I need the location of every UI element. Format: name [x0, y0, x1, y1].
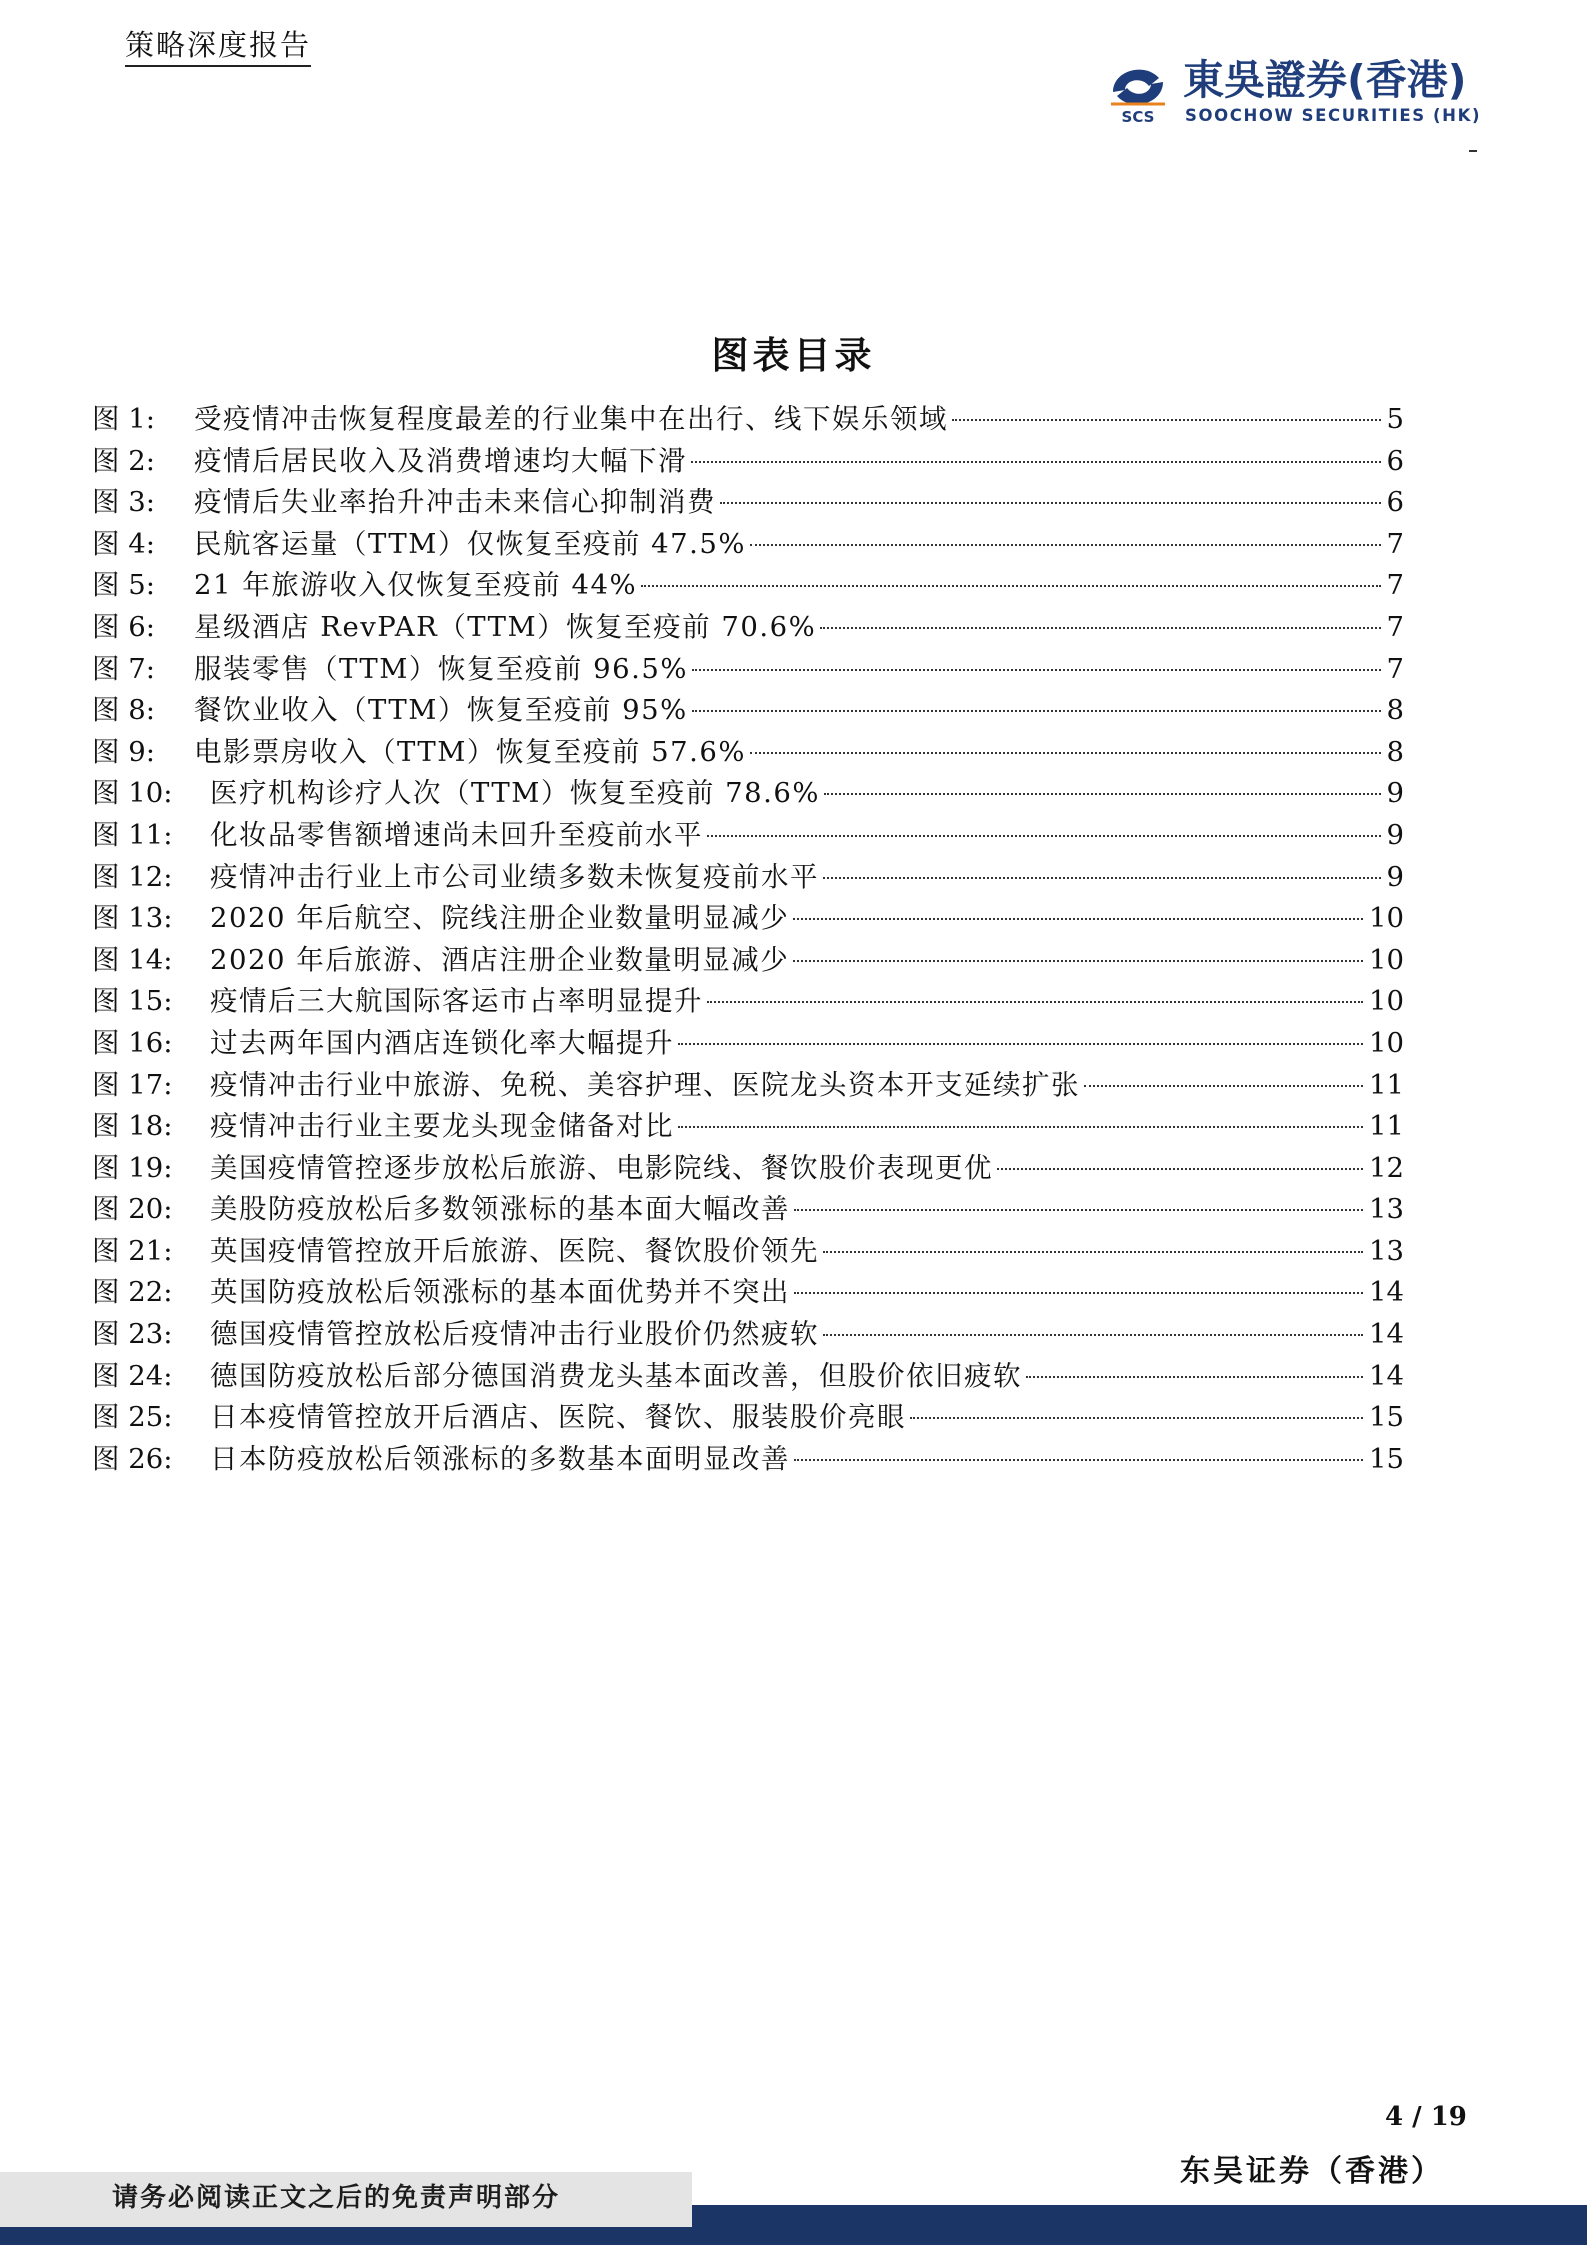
toc-entry-label: 图 20: — [92, 1193, 173, 1226]
toc-entry-label: 图 3: — [92, 486, 156, 519]
toc-entry[interactable] — [92, 1231, 1404, 1273]
toc-entry-title: 电影票房收入（TTM）恢复至疫前 57.6% — [194, 735, 746, 768]
scs-logo-icon — [1105, 58, 1171, 126]
toc-dot-leader — [824, 793, 1381, 795]
toc-dot-leader — [1026, 1376, 1363, 1378]
toc-entry-title: 服装零售（TTM）恢复至疫前 96.5% — [194, 652, 688, 685]
toc-entry-label: 图 16: — [92, 1026, 173, 1059]
toc-entry-title: 疫情后失业率抬升冲击未来信心抑制消费 — [194, 486, 716, 519]
toc-entry-label: 图 19: — [92, 1151, 173, 1184]
page-number: 4 / 19 — [1385, 2102, 1467, 2132]
toc-dot-leader — [692, 710, 1381, 712]
logo-mark-text: SCS — [1121, 108, 1155, 126]
toc-entry-page: 15 — [1369, 1401, 1404, 1434]
toc-entry[interactable] — [92, 1314, 1404, 1356]
toc-entry-page: 14 — [1369, 1359, 1404, 1392]
toc-entry[interactable] — [92, 1439, 1404, 1481]
toc-dot-leader — [794, 1209, 1363, 1211]
toc-entry-title: 疫情冲击行业中旅游、免税、美容护理、医院龙头资本开支延续扩张 — [210, 1068, 1080, 1101]
toc-entry-label: 图 25: — [92, 1401, 173, 1434]
toc-entry-page: 6 — [1386, 444, 1404, 477]
toc-entry-page: 7 — [1386, 527, 1404, 560]
toc-entry-title: 英国防疫放松后领涨标的基本面优势并不突出 — [210, 1276, 790, 1309]
toc-entry-label: 图 4: — [92, 527, 156, 560]
toc-entry-title: 日本疫情管控放开后酒店、医院、餐饮、服装股价亮眼 — [210, 1401, 906, 1434]
toc-dot-leader — [750, 752, 1381, 754]
toc-entry-title: 21 年旅游收入仅恢复至疫前 44% — [194, 569, 638, 602]
toc-entry-title: 民航客运量（TTM）仅恢复至疫前 47.5% — [194, 527, 746, 560]
toc-entry-page: 14 — [1369, 1276, 1404, 1309]
toc-entry-title: 德国防疫放松后部分德国消费龙头基本面改善，但股价依旧疲软 — [210, 1359, 1022, 1392]
toc-dot-leader — [820, 627, 1380, 629]
toc-entry-title: 美国疫情管控逐步放松后旅游、电影院线、餐饮股价表现更优 — [210, 1151, 993, 1184]
toc-entry[interactable] — [92, 1272, 1404, 1314]
toc-entry[interactable] — [92, 815, 1404, 857]
toc-entry-label: 图 13: — [92, 902, 173, 935]
toc-entry-title: 医疗机构诊疗人次（TTM）恢复至疫前 78.6% — [210, 777, 820, 810]
toc-dot-leader — [793, 918, 1363, 920]
toc-entry-label: 图 15: — [92, 985, 173, 1018]
toc-entry[interactable] — [92, 1356, 1404, 1398]
toc-dot-leader — [720, 502, 1381, 504]
toc-entry-label: 图 5: — [92, 569, 156, 602]
toc-dot-leader — [692, 669, 1381, 671]
toc-entry-page: 7 — [1386, 610, 1404, 643]
toc-entry-page: 9 — [1386, 777, 1404, 810]
toc-dot-leader — [707, 835, 1381, 837]
toc-dot-leader — [823, 1251, 1363, 1253]
toc-entry-label: 图 10: — [92, 777, 173, 810]
toc-entry-label: 图 21: — [92, 1234, 173, 1267]
toc-entry-label: 图 23: — [92, 1318, 173, 1351]
footer-disclaimer: 请务必阅读正文之后的免责声明部分 — [112, 2183, 561, 2213]
toc-entry[interactable] — [92, 732, 1404, 774]
toc-dot-leader — [678, 1126, 1363, 1128]
toc-dot-leader — [707, 1001, 1363, 1003]
toc-entry-label: 图 2: — [92, 444, 156, 477]
toc-entry[interactable] — [92, 690, 1404, 732]
toc-entry-page: 15 — [1369, 1442, 1404, 1475]
toc-entry-title: 英国疫情管控放开后旅游、医院、餐饮股价领先 — [210, 1234, 819, 1267]
toc-entry-title: 疫情后三大航国际客运市占率明显提升 — [210, 985, 703, 1018]
toc-entry[interactable] — [92, 607, 1404, 649]
toc-entry-page: 12 — [1369, 1151, 1404, 1184]
toc-entry[interactable] — [92, 524, 1404, 566]
toc-dot-leader — [1084, 1085, 1363, 1087]
toc-entry-page: 9 — [1386, 818, 1404, 851]
toc-dot-leader — [794, 1459, 1363, 1461]
toc-dot-leader — [823, 877, 1381, 879]
toc-entry-page: 11 — [1369, 1110, 1404, 1143]
toc-entry-title: 疫情冲击行业主要龙头现金储备对比 — [210, 1110, 674, 1143]
toc-entry-title: 餐饮业收入（TTM）恢复至疫前 95% — [194, 694, 688, 727]
toc-entry-label: 图 12: — [92, 860, 173, 893]
toc-dot-leader — [952, 419, 1381, 421]
toc-entry-page: 10 — [1369, 1026, 1404, 1059]
toc-entry-page: 8 — [1386, 735, 1404, 768]
logo-name-en: SOOCHOW SECURITIES (HK) — [1185, 106, 1482, 125]
report-type-label: 策略深度报告 — [125, 28, 311, 67]
toc-dot-leader — [997, 1168, 1363, 1170]
toc-entry-title: 日本防疫放松后领涨标的多数基本面明显改善 — [210, 1442, 790, 1475]
toc-entry-title: 2020 年后旅游、酒店注册企业数量明显减少 — [210, 943, 790, 976]
toc-entry-page: 11 — [1369, 1068, 1404, 1101]
toc-entry-label: 图 7: — [92, 652, 156, 685]
toc-entry-title: 疫情后居民收入及消费增速均大幅下滑 — [194, 444, 687, 477]
toc-dot-leader — [678, 1043, 1363, 1045]
toc-dot-leader — [793, 960, 1363, 962]
toc-entry-title: 化妆品零售额增速尚未回升至疫前水平 — [210, 818, 703, 851]
toc-entry[interactable] — [92, 1397, 1404, 1439]
toc-entry-title: 星级酒店 RevPAR（TTM）恢复至疫前 70.6% — [194, 610, 817, 643]
toc-entry[interactable] — [92, 441, 1404, 483]
toc-entry-title: 疫情冲击行业上市公司业绩多数未恢复疫前水平 — [210, 860, 819, 893]
toc-dot-leader — [691, 461, 1381, 463]
toc-entry[interactable] — [92, 1106, 1404, 1148]
toc-entry-page: 13 — [1369, 1193, 1404, 1226]
toc-entry-label: 图 24: — [92, 1359, 173, 1392]
toc-entry[interactable] — [92, 649, 1404, 691]
toc-entry-label: 图 17: — [92, 1068, 173, 1101]
toc-dot-leader — [823, 1334, 1363, 1336]
toc-entry-label: 图 26: — [92, 1442, 173, 1475]
toc-entry-page: 13 — [1369, 1234, 1404, 1267]
toc-entry-label: 图 1: — [92, 403, 156, 435]
toc-entry-label: 图 9: — [92, 735, 156, 768]
toc-entry-page: 7 — [1386, 652, 1404, 685]
toc-entry-title: 受疫情冲击恢复程度最差的行业集中在出行、线下娱乐领域 — [194, 403, 948, 435]
toc-entry[interactable] — [92, 940, 1404, 982]
toc-entry[interactable] — [92, 482, 1404, 524]
toc-entry-label: 图 8: — [92, 694, 156, 727]
toc-entry-label: 图 14: — [92, 943, 173, 976]
toc-entry[interactable] — [92, 399, 1404, 441]
toc-entry-title: 2020 年后航空、院线注册企业数量明显减少 — [210, 902, 790, 935]
toc-entry-label: 图 11: — [92, 818, 173, 851]
toc-entry-page: 6 — [1386, 486, 1404, 519]
header-mark — [1469, 150, 1477, 152]
toc-entry[interactable] — [92, 1065, 1404, 1107]
logo-name-cn: 東吳證券(香港) — [1183, 56, 1467, 104]
toc-title: 图表目录 — [711, 333, 876, 377]
toc-entry-page: 14 — [1369, 1318, 1404, 1351]
toc-entry[interactable] — [92, 773, 1404, 815]
toc-entry[interactable] — [92, 981, 1404, 1023]
toc-entry[interactable] — [92, 1148, 1404, 1190]
toc-entry-page: 10 — [1369, 985, 1404, 1018]
toc-dot-leader — [641, 585, 1380, 587]
toc-dot-leader — [794, 1292, 1363, 1294]
toc-entry-title: 过去两年国内酒店连锁化率大幅提升 — [210, 1026, 674, 1059]
toc-entry-page: 10 — [1369, 902, 1404, 935]
toc-dot-leader — [750, 544, 1381, 546]
toc-entry-page: 5 — [1386, 403, 1404, 435]
toc-entry-title: 德国疫情管控放松后疫情冲击行业股价仍然疲软 — [210, 1318, 819, 1351]
toc-entry-page: 7 — [1386, 569, 1404, 602]
toc-entry-label: 图 6: — [92, 610, 156, 643]
company-logo — [1105, 58, 1505, 130]
toc-entry-page: 8 — [1386, 694, 1404, 727]
footer-company: 东吴证券（香港） — [1180, 2154, 1444, 2189]
toc-entry[interactable] — [92, 857, 1404, 899]
toc-entry[interactable] — [92, 1189, 1404, 1231]
toc-entry[interactable] — [92, 565, 1404, 607]
toc-entry-title: 美股防疫放松后多数领涨标的基本面大幅改善 — [210, 1193, 790, 1226]
toc-entry-page: 9 — [1386, 860, 1404, 893]
toc-entry-page: 10 — [1369, 943, 1404, 976]
toc-list — [92, 399, 1404, 1480]
toc-entry-label: 图 22: — [92, 1276, 173, 1309]
toc-entry-label: 图 18: — [92, 1110, 173, 1143]
toc-entry[interactable] — [92, 1023, 1404, 1065]
toc-dot-leader — [910, 1417, 1363, 1419]
toc-entry[interactable] — [92, 898, 1404, 940]
